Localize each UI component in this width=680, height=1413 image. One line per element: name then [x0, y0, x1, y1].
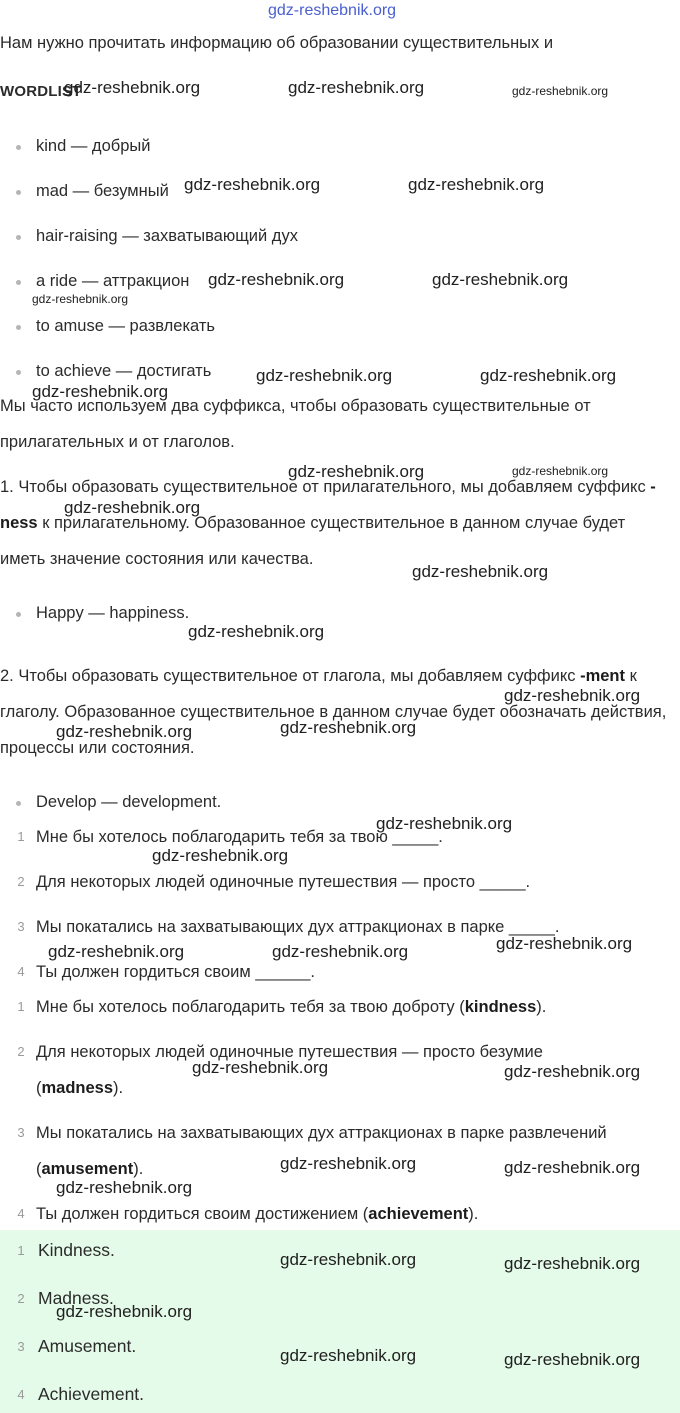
watermark: gdz-reshebnik.org [288, 462, 425, 481]
watermark: gdz-reshebnik.org [208, 270, 345, 289]
bullet-icon [16, 190, 21, 195]
task-number: 3 [17, 919, 25, 934]
watermark: gdz-reshebnik.org [496, 934, 633, 953]
watermark: gdz-reshebnik.org [48, 942, 185, 961]
task-item: Мы покатались на захватывающих дух аттракционах в парке _____. [36, 918, 560, 936]
watermark: gdz-reshebnik.org [64, 498, 201, 517]
solution-number: 3 [17, 1125, 25, 1140]
intro-text: Нам нужно прочитать информацию об образовании существительных и [0, 34, 554, 52]
watermark: gdz-reshebnik.org [512, 84, 609, 98]
watermark: gdz-reshebnik.org [152, 846, 289, 865]
task-number: 1 [17, 829, 25, 844]
answer-item: Madness. [38, 1288, 114, 1308]
answer-number: 1 [17, 1243, 25, 1258]
watermark: gdz-reshebnik.org [268, 2, 397, 19]
watermark: gdz-reshebnik.org [56, 1178, 193, 1197]
watermark: gdz-reshebnik.org [56, 1302, 193, 1321]
watermark: gdz-reshebnik.org [504, 1062, 641, 1081]
watermark: gdz-reshebnik.org [504, 1254, 641, 1273]
rule-2-text: 2. Чтобы образовать существительное от глагола, мы добавляем суффикс [0, 667, 581, 685]
watermark: gdz-reshebnik.org [56, 722, 193, 741]
watermark: gdz-reshebnik.org [280, 1250, 417, 1269]
watermark: gdz-reshebnik.org [504, 686, 641, 705]
watermark: gdz-reshebnik.org [188, 622, 325, 641]
task-item: Ты должен гордиться своим ______. [36, 963, 315, 981]
solution-word: madness [41, 1079, 114, 1097]
bullet-icon [16, 370, 21, 375]
answer-item: Achievement. [38, 1384, 145, 1404]
wordlist-item: mad — безумный [36, 182, 169, 200]
watermark: gdz-reshebnik.org [64, 78, 201, 97]
watermark: gdz-reshebnik.org [32, 382, 169, 401]
task-item: Для некоторых людей одиночные путешествия — просто _____. [36, 873, 531, 891]
answers-block [0, 1230, 680, 1413]
watermark: gdz-reshebnik.org [192, 1058, 329, 1077]
watermark: gdz-reshebnik.org [280, 1154, 417, 1173]
solution-item: Мы покатались на захватывающих дух аттракционах в парке развлечений [36, 1124, 607, 1142]
answer-item: Amusement. [38, 1336, 137, 1356]
rule-2 [0, 658, 675, 766]
watermark: gdz-reshebnik.org [280, 718, 417, 737]
watermark: gdz-reshebnik.org [512, 464, 609, 478]
solution-word: achievement [368, 1205, 469, 1223]
wordlist-item: a ride — аттракцион [36, 272, 190, 290]
wordlist-item: kind — добрый [36, 137, 151, 155]
watermark: gdz-reshebnik.org [432, 270, 569, 289]
solution-number: 4 [17, 1206, 25, 1221]
answer-item: Kindness. [38, 1240, 115, 1260]
rule-1-text: 1. Чтобы образовать существительное от прилагательного, мы добавляем суффикс [0, 478, 651, 496]
bullet-icon [16, 280, 21, 285]
solution-text-end: ). [113, 1079, 124, 1097]
answer-number: 4 [17, 1387, 25, 1402]
watermark: gdz-reshebnik.org [184, 175, 321, 194]
example-1: Happy — happiness. [36, 604, 190, 622]
solution-item-cont [36, 1160, 143, 1179]
solution-text: ( [36, 1160, 42, 1178]
watermark: gdz-reshebnik.org [280, 1346, 417, 1365]
solution-text-end: ). [536, 998, 547, 1016]
solution-number: 1 [17, 999, 25, 1014]
watermark: gdz-reshebnik.org [408, 175, 545, 194]
solution-item-cont [36, 1079, 123, 1098]
solution-text-end: ). [133, 1160, 144, 1178]
bullet-icon [16, 325, 21, 330]
watermark: gdz-reshebnik.org [376, 814, 513, 833]
bullet-icon [16, 145, 21, 150]
solution-item: Для некоторых людей одиночные путешествия — просто безумие [36, 1043, 543, 1061]
wordlist-heading: WORDLIST [0, 83, 82, 100]
task-number: 2 [17, 874, 25, 889]
watermark: gdz-reshebnik.org [480, 366, 617, 385]
solution-number: 2 [17, 1044, 25, 1059]
wordlist-item: to achieve — достигать [36, 362, 212, 380]
watermark: gdz-reshebnik.org [256, 366, 393, 385]
bullet-icon [16, 612, 21, 617]
solution-text-end: ). [468, 1205, 479, 1223]
solution-text: Мне бы хотелось поблагодарить тебя за твою доброту ( [36, 998, 465, 1016]
watermark: gdz-reshebnik.org [504, 1350, 641, 1369]
answer-number: 2 [17, 1291, 25, 1306]
rule-1-suffix: -ness [0, 478, 656, 532]
rule-2-text-end: к глаголу. Образованное существительное в данном случае будет обозначать действия, процессы или состояния. [0, 667, 667, 757]
wordlist-item: to amuse — развлекать [36, 317, 216, 335]
watermark: gdz-reshebnik.org [504, 1158, 641, 1177]
solution-word: amusement [41, 1160, 134, 1178]
solution-word: kindness [464, 998, 537, 1016]
watermark: gdz-reshebnik.org [412, 562, 549, 581]
solution-item [36, 998, 546, 1017]
example-2: Develop — development. [36, 793, 222, 811]
watermark: gdz-reshebnik.org [272, 942, 409, 961]
watermark: gdz-reshebnik.org [288, 78, 425, 97]
wordlist-item: hair-raising — захватывающий дух [36, 227, 298, 245]
task-item: Мне бы хотелось поблагодарить тебя за твою _____. [36, 828, 443, 846]
solution-text: Ты должен гордиться своим достижением ( [36, 1205, 369, 1223]
answer-number: 3 [17, 1339, 25, 1354]
rule-2-suffix: -ment [580, 667, 625, 685]
rule-1 [0, 469, 675, 577]
bullet-icon [16, 801, 21, 806]
bullet-icon [16, 235, 21, 240]
suffix-intro: Мы часто используем два суффикса, чтобы образовать существительные от прилагательных и от глаголов. [0, 397, 591, 451]
task-number: 4 [17, 964, 25, 979]
solution-text: ( [36, 1079, 42, 1097]
solution-item [36, 1205, 478, 1224]
rule-1-text-end: к прилагательному. Образованное существительное в данном случае будет иметь значение состояния или качества. [0, 514, 626, 568]
watermark: gdz-reshebnik.org [32, 292, 129, 306]
